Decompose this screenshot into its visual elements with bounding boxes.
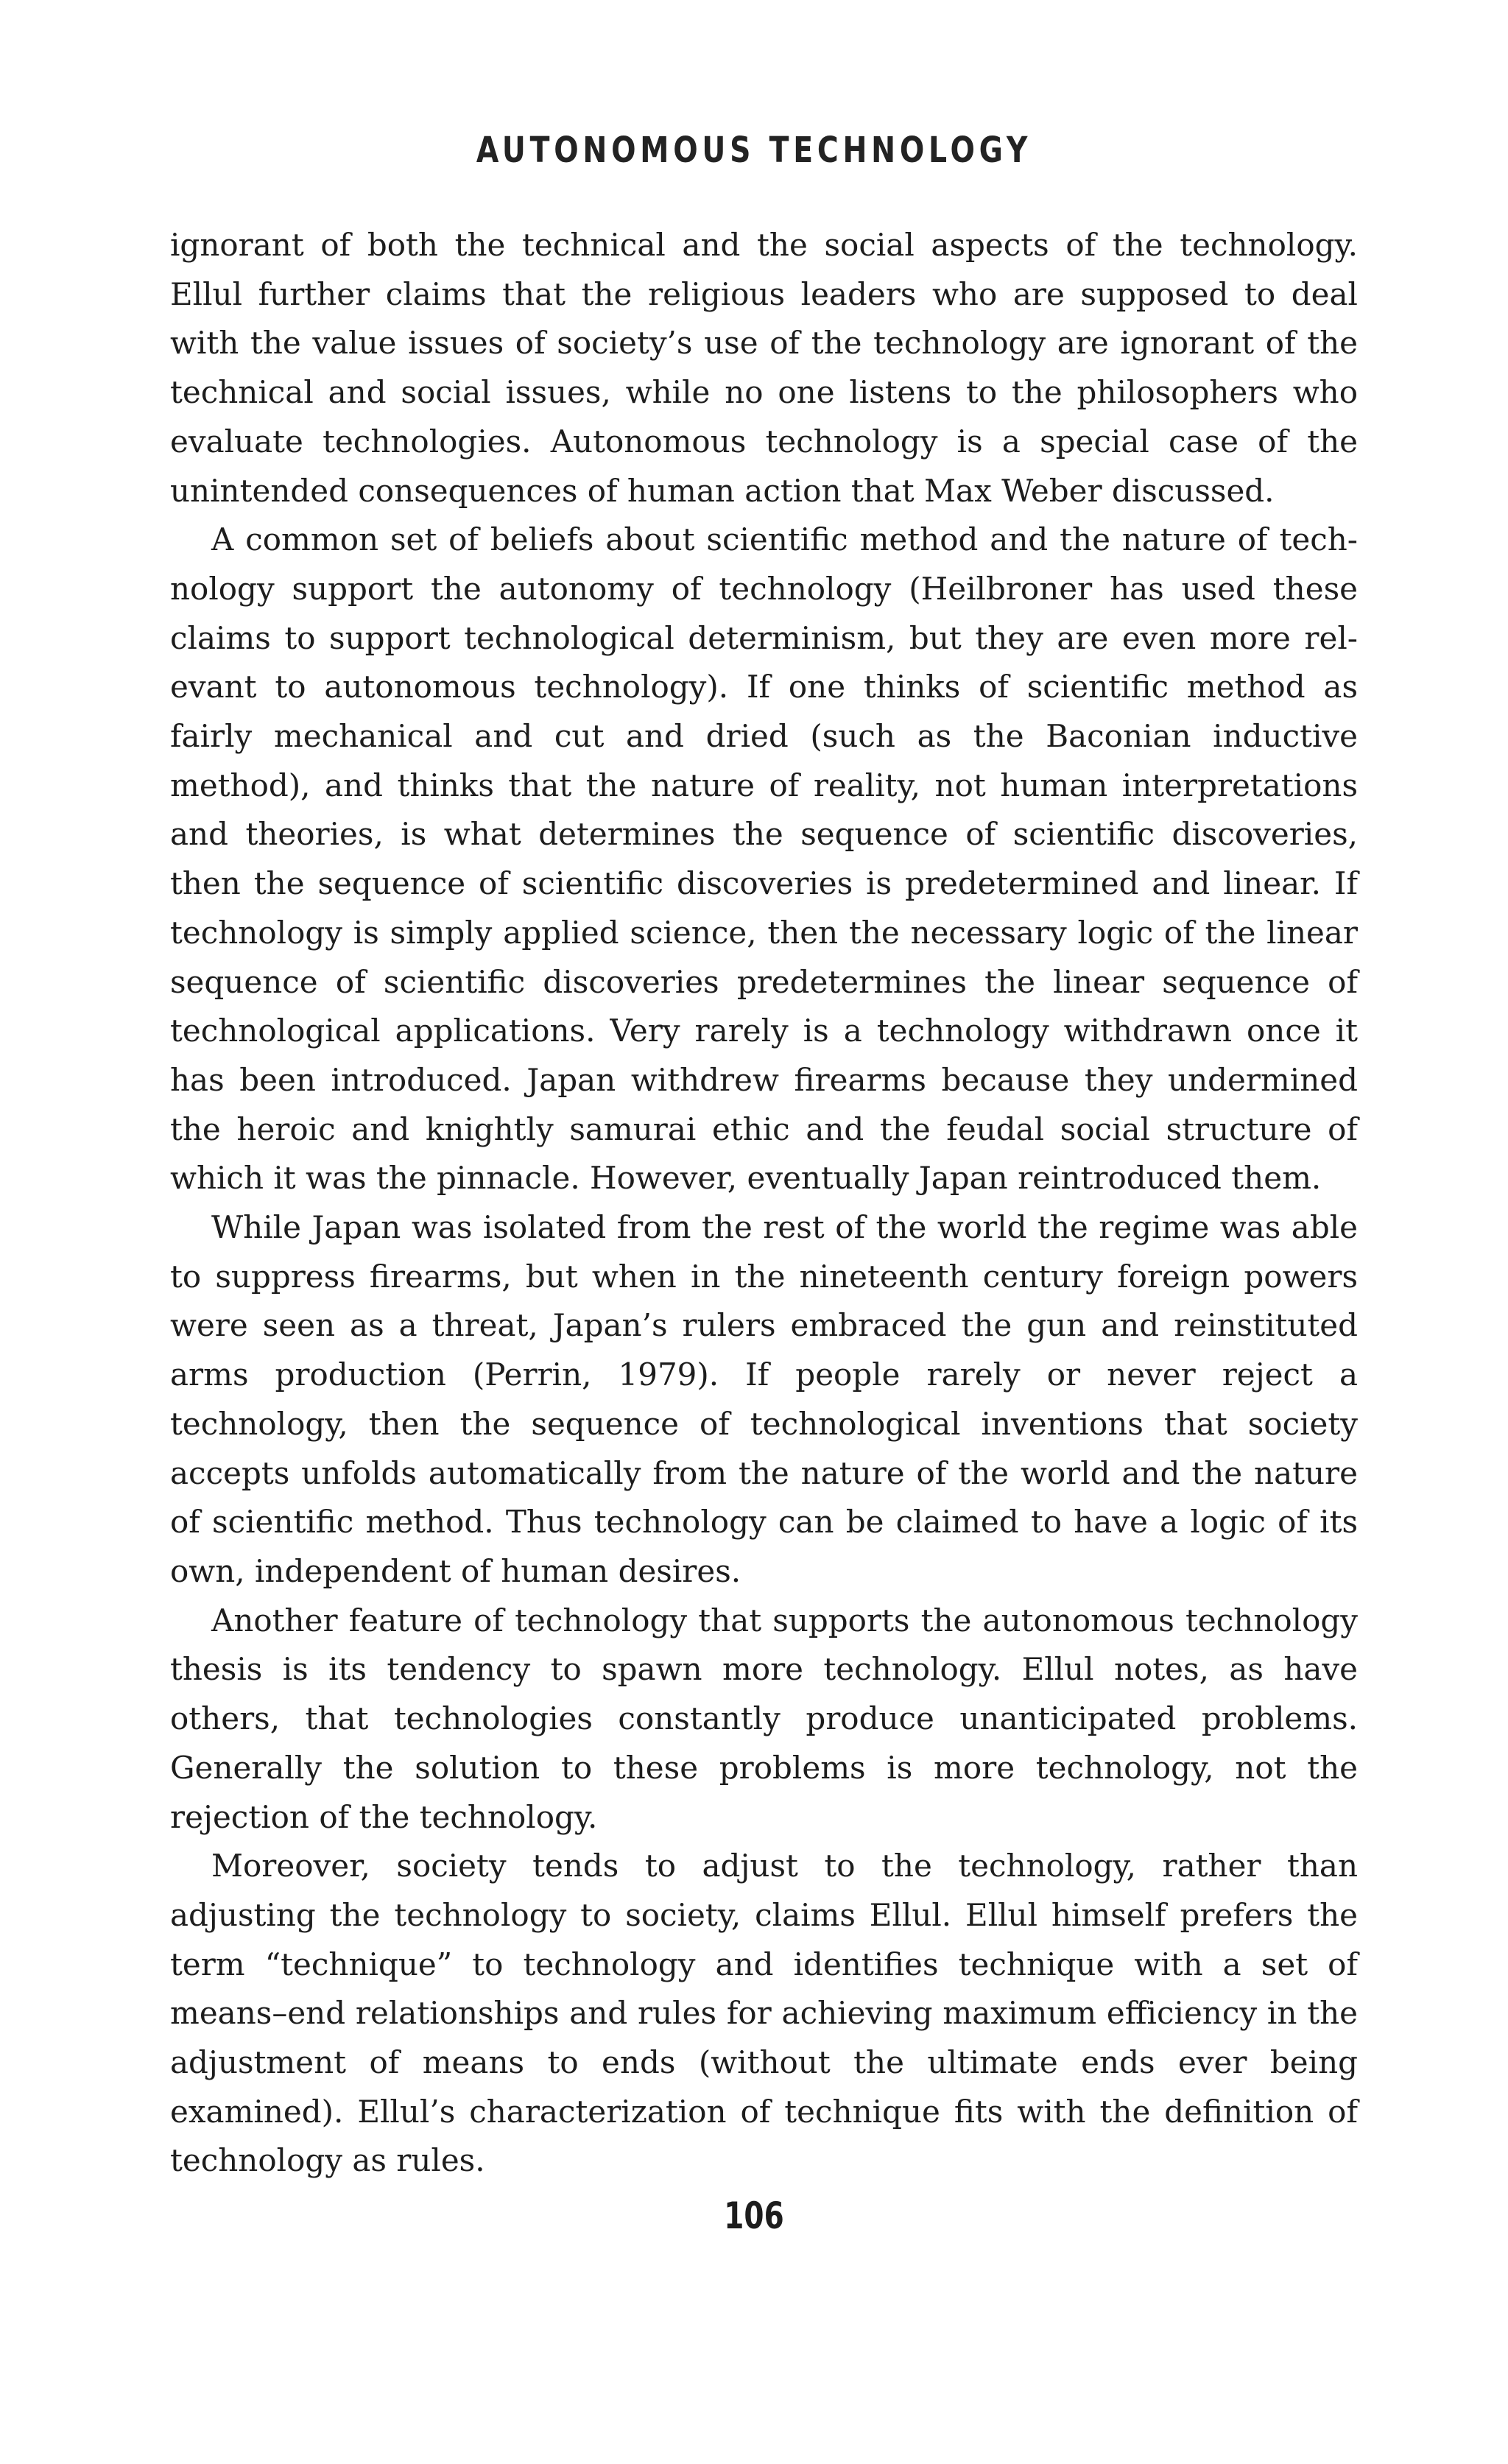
running-head: AUTONOMOUS TECHNOLOGY [476,130,1032,171]
paragraph: While Japan was isolated from the rest of the world the regime was able to suppress firearms, but when in the nineteenth century foreign powers were seen as a threat, Japan’s rulers embraced the gun and reinstituted arms production (Perrin, 1979). If people rarely or never reject a technology, then the sequence of technological inventions that society accepts unfolds automatically from the nature of the world and the nature of scientific method. Thus technology can be claimed to have a logic of its own, independent of human desires. [170,1209,1358,1589]
paragraph-continued: ignorant of both the technical and the social aspects of the technology. Ellul further claims that the religious leaders who are supposed to deal with the value issues of society’s use of the technology are ignorant of the technical and social issues, while no one listens to the philosophers who evaluate technologies. Autonomous technology is a special case of the unintended consequences of human action that Max Weber discussed. [170,227,1358,509]
page-number: 106 [724,2194,784,2237]
paragraph: Moreover, society tends to adjust to the technology, rather than adjusting the technology to society, claims Ellul. Ellul himself prefers the term “technique” to technology and identifies technique with a set of means–end relationships and rules for achieving maximum efficiency in the adjustment of means to ends (without the ultimate ends ever being examined). Ellul’s characterization of technique fits with the definition of technology as rules. [170,1848,1358,2179]
paragraph: Another feature of technology that supports the autonomous technology thesis is its tendency to spawn more technology. Ellul notes, as have others, that technologies constantly produce unanticipated problems. Generally the solution to these problems is more technology, not the rejection of the technology. [170,1602,1358,1835]
body-text [170,221,1358,2186]
paragraph: A common set of beliefs about scientific method and the nature of technology support the autonomy of technology (Heilbroner has used these claims to support technological determinism, but they are even more relevant to autonomous technology). If one thinks of scientific method as fairly mechanical and cut and dried (such as the Baconian inductive method), and thinks that the nature of reality, not human interpretations and theories, is what determines the sequence of scientific discoveries, then the sequence of scientific discoveries is predetermined and linear. If technology is simply applied science, then the necessary logic of the linear sequence of scientific discoveries predetermines the linear sequence of technological applications. Very rarely is a technology withdrawn once it has been introduced. Japan withdrew firearms because they undermined the heroic and knightly samurai ethic and the feudal social structure of which it was the pinnacle. However, eventually Japan reintroduced them. [170,521,1358,1197]
